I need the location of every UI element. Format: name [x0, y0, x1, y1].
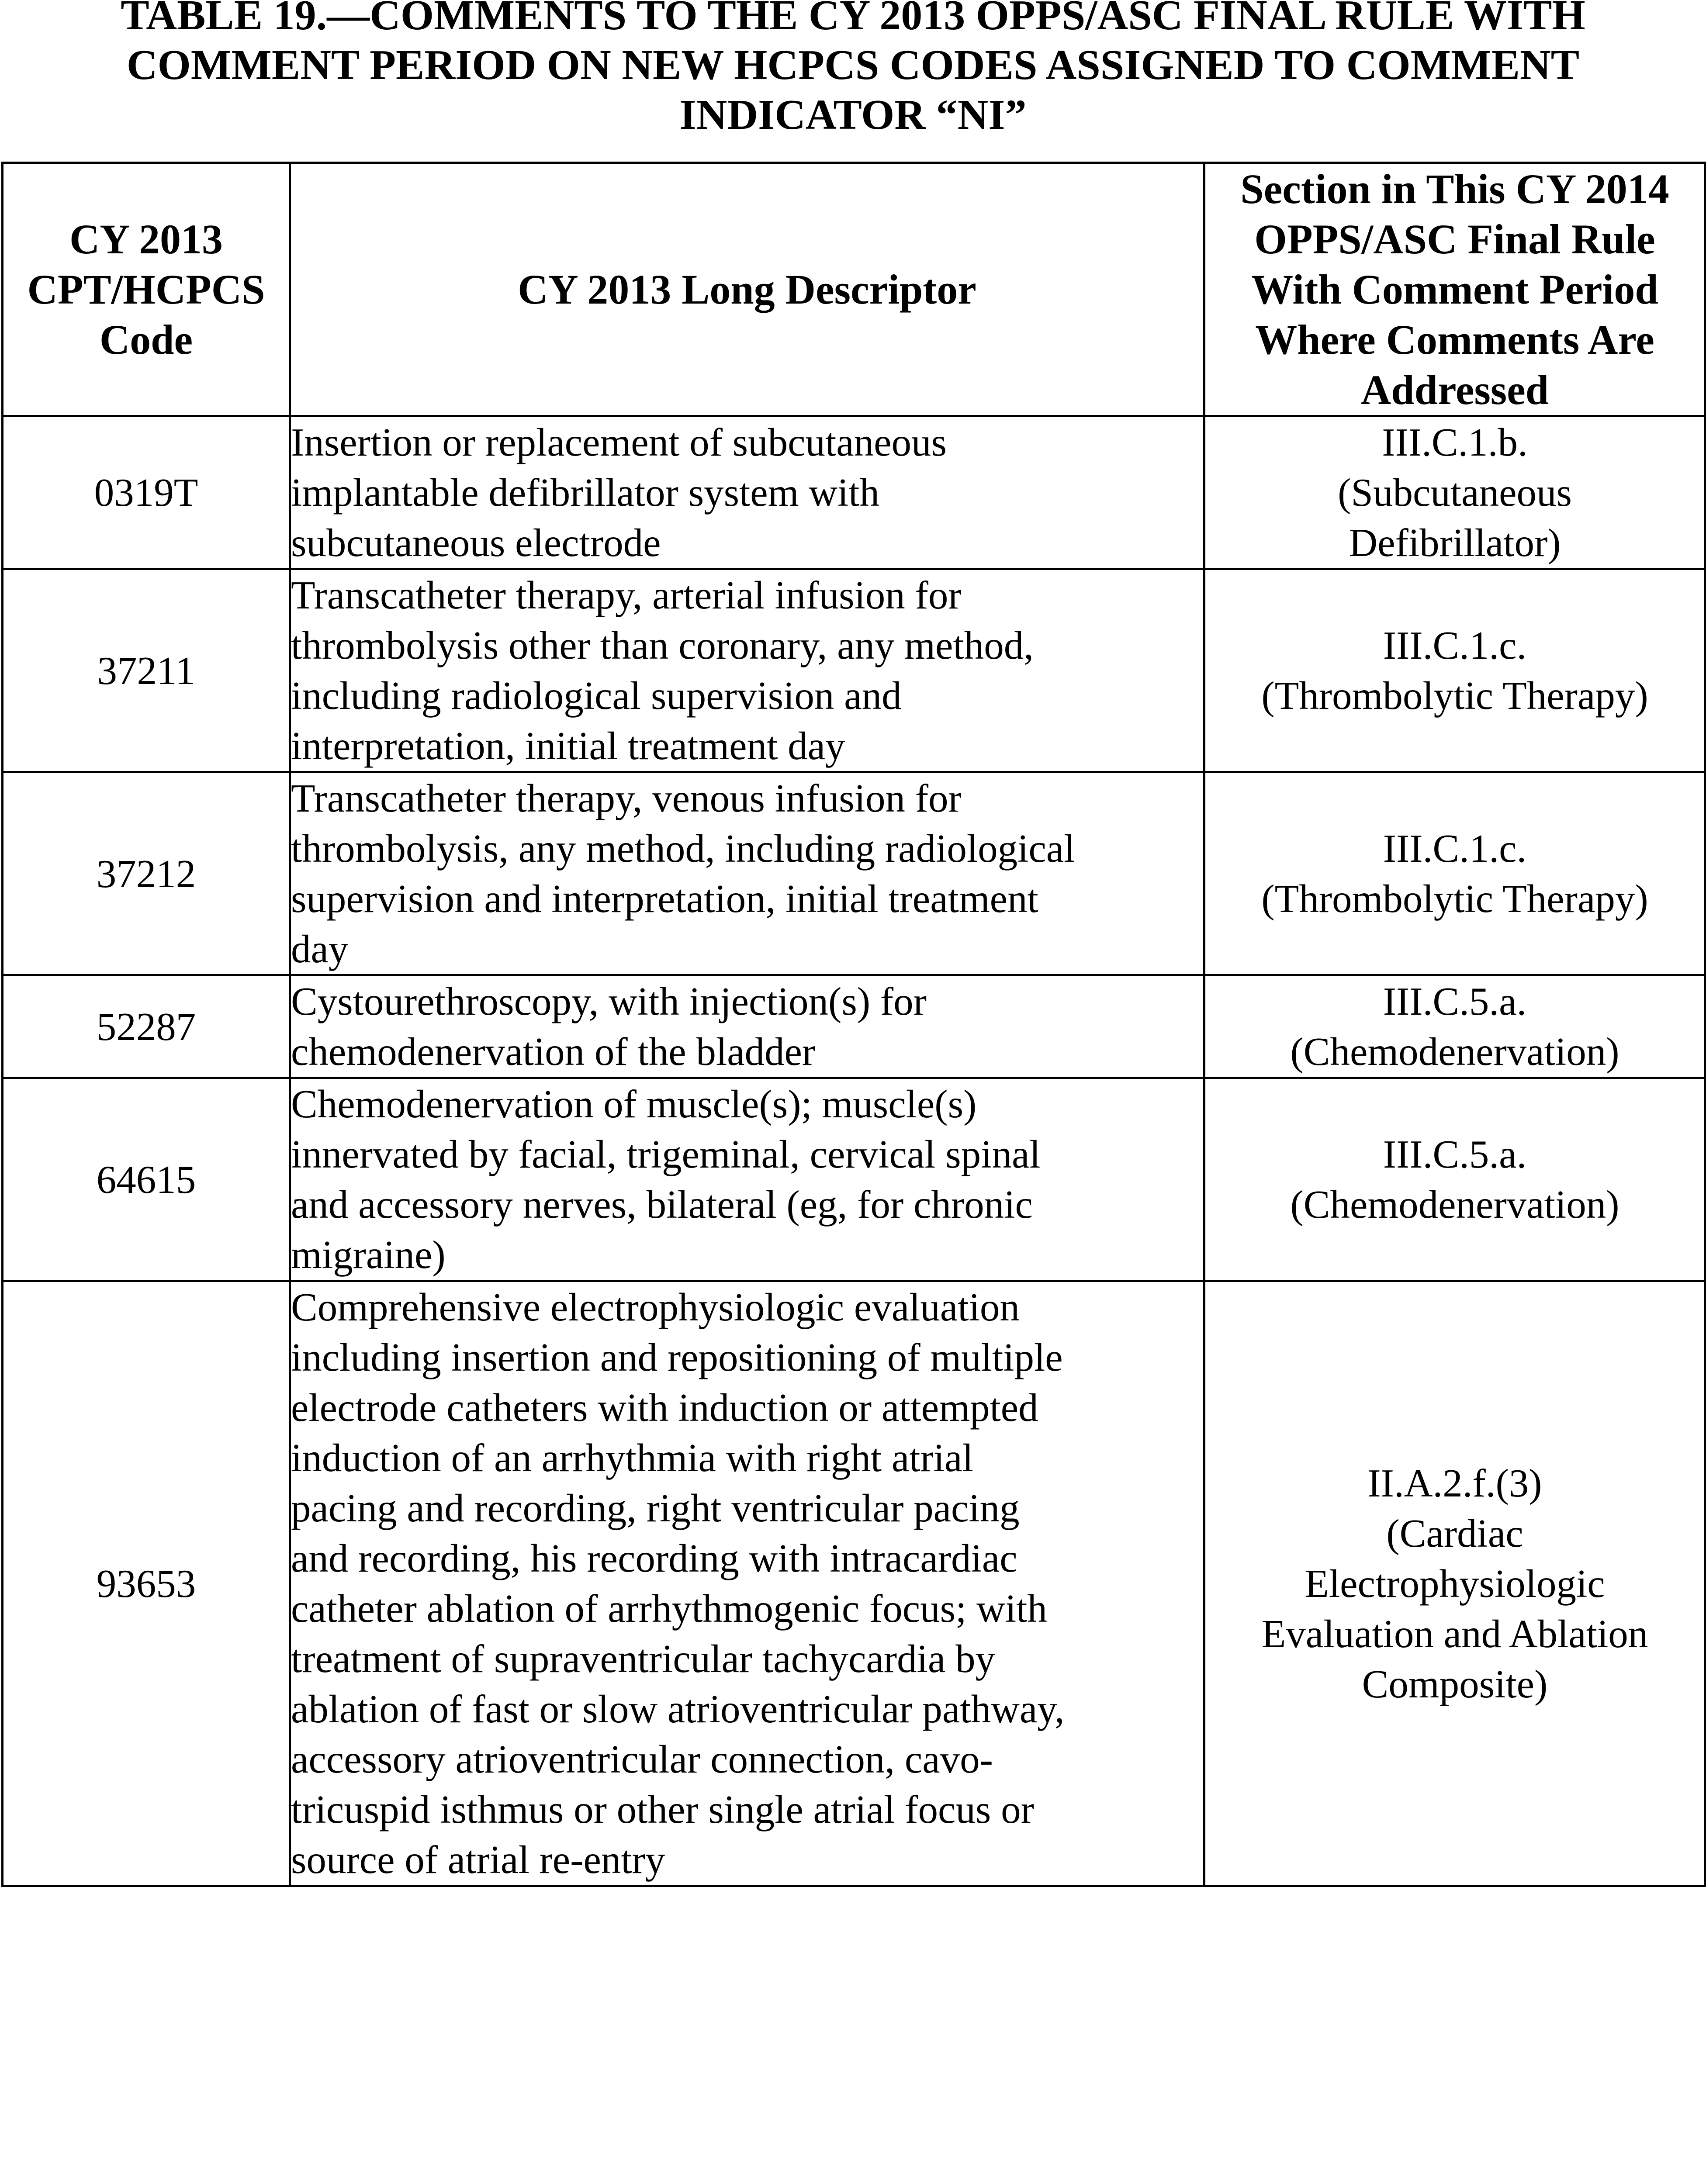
header-line: OPPS/ASC Final Rule	[1254, 216, 1655, 263]
header-line: CY 2013	[69, 216, 223, 263]
header-line: Code	[99, 316, 193, 363]
header-line: CPT/HCPCS	[27, 266, 265, 313]
code-cell: 37212	[3, 772, 290, 975]
descriptor-line: day	[291, 927, 349, 971]
table-title-line: COMMENT PERIOD ON NEW HCPCS CODES ASSIGNED TO COMMENT	[126, 41, 1580, 89]
descriptor-cell	[290, 569, 1204, 772]
descriptor-line: chemodenervation of the bladder	[291, 1030, 816, 1074]
comments-table	[1, 162, 1706, 1887]
descriptor-line: migraine)	[291, 1233, 446, 1277]
descriptor-cell	[290, 1078, 1204, 1281]
descriptor-line: ablation of fast or slow atrioventricular pathway,	[291, 1687, 1065, 1731]
section-line: Defibrillator)	[1349, 521, 1561, 565]
section-cell	[1204, 772, 1706, 975]
section-line: III.C.1.b.	[1382, 420, 1528, 464]
code-cell: 52287	[3, 975, 290, 1078]
header-descriptor	[290, 163, 1204, 416]
code-cell: 64615	[3, 1078, 290, 1281]
descriptor-line: Cystourethroscopy, with injection(s) for	[291, 979, 927, 1023]
header-line: Where Comments Are	[1255, 316, 1654, 363]
table-title-line: INDICATOR “NI”	[679, 91, 1027, 138]
section-line: II.A.2.f.(3)	[1367, 1461, 1542, 1505]
section-cell	[1204, 1078, 1706, 1281]
section-cell	[1204, 975, 1706, 1078]
descriptor-cell	[290, 416, 1204, 569]
descriptor-line: thrombolysis, any method, including radiological	[291, 826, 1075, 871]
section-line: III.C.1.c.	[1383, 623, 1527, 667]
section-line: (Chemodenervation)	[1290, 1030, 1619, 1074]
descriptor-cell	[290, 772, 1204, 975]
descriptor-line: catheter ablation of arrhythmogenic focus; with	[291, 1586, 1047, 1631]
section-cell	[1204, 569, 1706, 772]
descriptor-line: Insertion or replacement of subcutaneous	[291, 420, 947, 464]
table-row	[3, 1281, 1706, 1886]
descriptor-line: supervision and interpretation, initial treatment	[291, 877, 1038, 921]
code-cell: 93653	[3, 1281, 290, 1886]
section-cell	[1204, 416, 1706, 569]
section-line: III.C.5.a.	[1383, 1132, 1527, 1176]
section-line: Evaluation and Ablation	[1261, 1611, 1648, 1656]
header-section	[1204, 163, 1706, 416]
section-line: (Chemodenervation)	[1290, 1182, 1619, 1227]
descriptor-line: including radiological supervision and	[291, 674, 902, 718]
descriptor-line: tricuspid isthmus or other single atrial focus or	[291, 1787, 1034, 1832]
header-line: Addressed	[1360, 366, 1549, 413]
descriptor-line: thrombolysis other than coronary, any method,	[291, 623, 1034, 667]
code-cell: 0319T	[3, 416, 290, 569]
descriptor-line: electrode catheters with induction or attempted	[291, 1386, 1038, 1430]
header-line: CY 2013 Long Descriptor	[518, 266, 976, 313]
code-cell: 37211	[3, 569, 290, 772]
descriptor-cell	[290, 1281, 1204, 1886]
descriptor-line: induction of an arrhythmia with right atrial	[291, 1436, 973, 1480]
table-row	[3, 772, 1706, 975]
descriptor-line: including insertion and repositioning of multiple	[291, 1335, 1063, 1379]
section-line: III.C.1.c.	[1383, 826, 1527, 871]
descriptor-line: Transcatheter therapy, venous infusion for	[291, 776, 962, 820]
section-line: (Subcutaneous	[1338, 470, 1572, 515]
descriptor-line: source of atrial re-entry	[291, 1838, 665, 1882]
descriptor-line: subcutaneous electrode	[291, 521, 661, 565]
header-row	[3, 163, 1706, 416]
table-row	[3, 975, 1706, 1078]
descriptor-line: Chemodenervation of muscle(s); muscle(s)	[291, 1082, 977, 1126]
section-line: Composite)	[1362, 1662, 1548, 1706]
descriptor-line: innervated by facial, trigeminal, cervical spinal	[291, 1132, 1041, 1176]
descriptor-line: and accessory nerves, bilateral (eg, for chronic	[291, 1182, 1033, 1227]
section-line: (Cardiac	[1386, 1511, 1523, 1555]
descriptor-line: Comprehensive electrophysiologic evaluation	[291, 1285, 1020, 1329]
descriptor-line: Transcatheter therapy, arterial infusion for	[291, 573, 962, 617]
descriptor-line: and recording, his recording with intracardiac	[291, 1536, 1017, 1580]
header-line: Section in This CY 2014	[1240, 166, 1669, 212]
header-code	[3, 163, 290, 416]
descriptor-cell	[290, 975, 1204, 1078]
header-line: With Comment Period	[1251, 266, 1658, 313]
table-row	[3, 569, 1706, 772]
table-title-line: TABLE 19.—COMMENTS TO THE CY 2013 OPPS/ASC FINAL RULE WITH	[121, 0, 1585, 39]
section-line: III.C.5.a.	[1383, 979, 1527, 1023]
section-line: (Thrombolytic Therapy)	[1261, 877, 1648, 921]
descriptor-line: treatment of supraventricular tachycardia by	[291, 1637, 995, 1681]
table-row	[3, 1078, 1706, 1281]
descriptor-line: interpretation, initial treatment day	[291, 724, 845, 768]
section-line: Electrophysiologic	[1305, 1561, 1605, 1606]
table-title	[0, 0, 1706, 140]
descriptor-line: accessory atrioventricular connection, cavo-	[291, 1737, 993, 1781]
section-cell	[1204, 1281, 1706, 1886]
descriptor-line: pacing and recording, right ventricular pacing	[291, 1486, 1020, 1530]
section-line: (Thrombolytic Therapy)	[1261, 674, 1648, 718]
table-row	[3, 416, 1706, 569]
descriptor-line: implantable defibrillator system with	[291, 470, 880, 515]
